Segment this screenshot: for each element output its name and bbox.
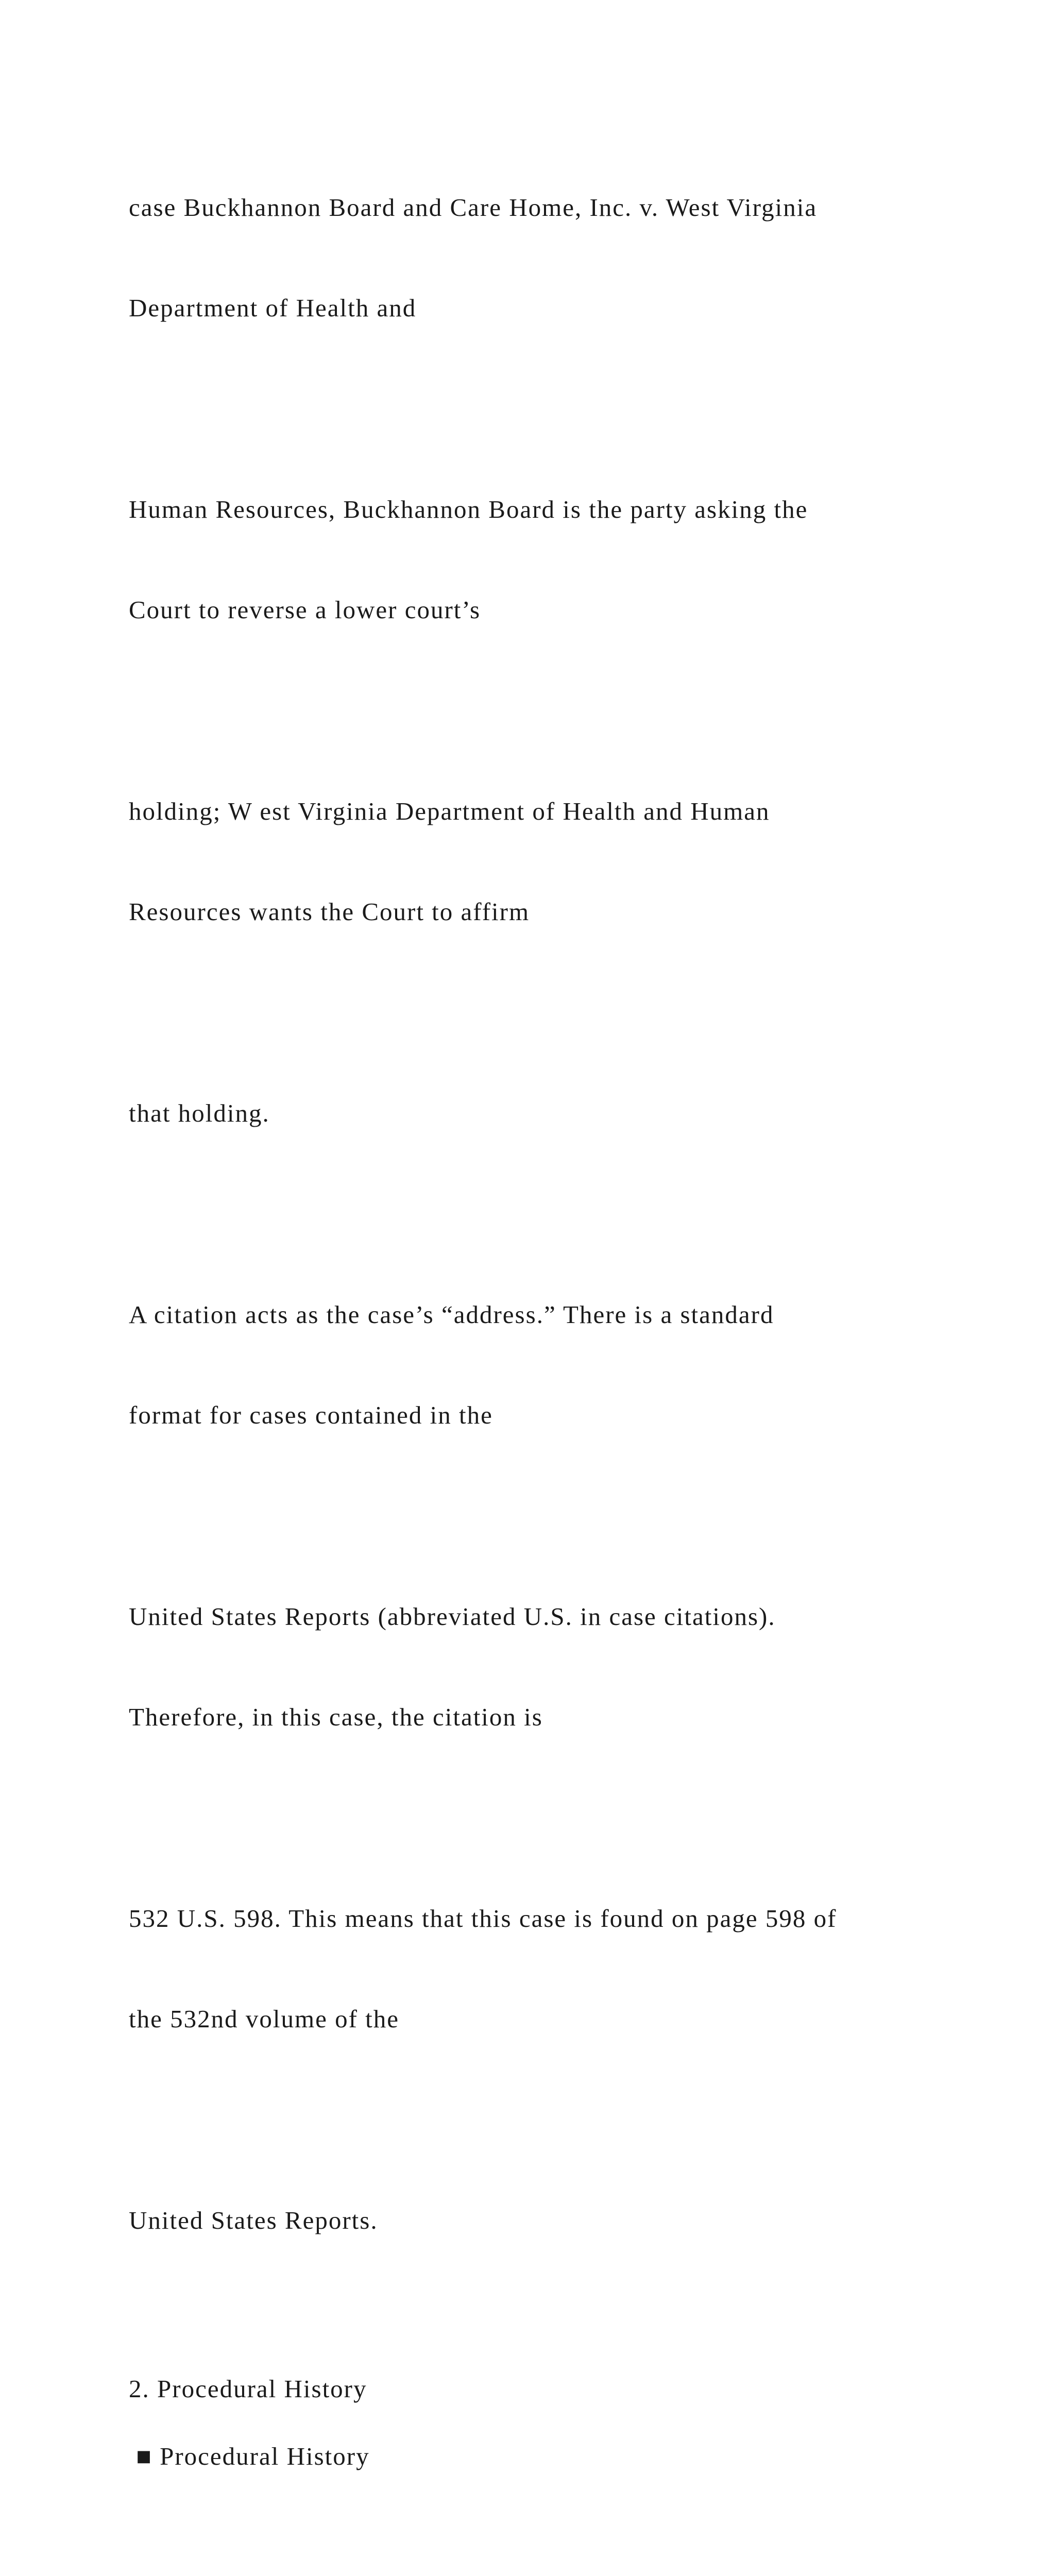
bullet-heading: ■ Procedural History: [129, 2442, 370, 2470]
paragraph-respondent: [129, 727, 979, 995]
section-heading: 2. Procedural History: [129, 2375, 367, 2403]
paragraph-citation-meaning: [129, 1835, 979, 2103]
paragraph-us-reports-end: [129, 2137, 979, 2304]
text-line: Therefore, in this case, the citation is: [129, 1703, 543, 1731]
text-line: 532 U.S. 598. This means that this case is found on page 598 of: [129, 1904, 837, 1933]
text-line: the 532nd volume of the: [129, 2005, 400, 2033]
text-line: [129, 2574, 979, 2576]
paragraph-case-parties: [129, 124, 979, 392]
text-line: United States Reports.: [129, 2206, 378, 2234]
text-line: format for cases contained in the: [129, 1401, 493, 1429]
paragraph-holding: [129, 1029, 979, 1197]
text-line: Department of Health and: [129, 294, 417, 322]
text-line: that holding.: [129, 1099, 270, 1127]
text-line: case Buckhannon Board and Care Home, Inc. v. West Virginia: [129, 193, 818, 222]
paragraph-appeals: [129, 2507, 979, 2576]
text-line: Resources wants the Court to affirm: [129, 897, 530, 926]
paragraph-citation-intro: [129, 1231, 979, 1499]
text-line: holding; W est Virginia Department of Health and Human: [129, 797, 770, 825]
paragraph-petitioner: [129, 426, 979, 693]
text-line: Court to reverse a lower court’s: [129, 596, 481, 624]
text-line: United States Reports (abbreviated U.S. in case citations).: [129, 1602, 776, 1631]
paragraph-us-reports: [129, 1533, 979, 1801]
text-line: Human Resources, Buckhannon Board is the party asking the: [129, 495, 808, 523]
section-spacer: [129, 2338, 979, 2372]
text-line: A citation acts as the case’s “address.” There is a standard: [129, 1300, 774, 1329]
document-body: [129, 124, 979, 2576]
